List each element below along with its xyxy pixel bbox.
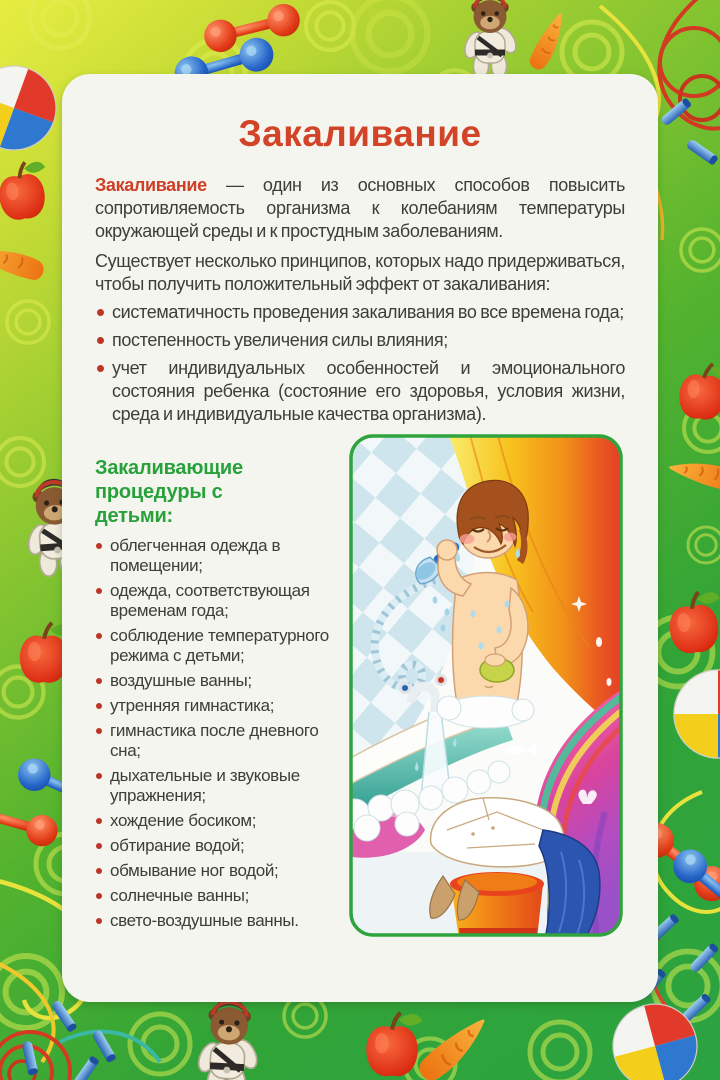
list-item-text: воздушные ванны;	[110, 671, 252, 690]
list-item	[95, 766, 347, 806]
list-item	[95, 581, 347, 621]
list-item	[95, 811, 347, 831]
carrot-icon	[667, 454, 720, 494]
list-item	[95, 329, 625, 352]
bullet-icon	[96, 893, 102, 899]
carrot-icon	[0, 240, 46, 283]
list-item	[95, 671, 347, 691]
beach-ball-icon	[674, 670, 720, 758]
list-item-text: дыхательные и звуковые упражнения;	[110, 766, 300, 805]
apple-icon	[666, 590, 720, 655]
illustration-panel	[347, 432, 625, 939]
list-item	[95, 536, 347, 576]
bullet-icon	[97, 337, 104, 344]
principles-list	[95, 301, 625, 426]
list-item-text: постепенность увеличения силы влияния;	[112, 330, 448, 350]
bullet-icon	[96, 728, 102, 734]
bullet-icon	[96, 588, 102, 594]
list-item	[95, 301, 625, 324]
columns	[95, 432, 625, 939]
principles-lead: Существует несколько принципов, которых надо придерживаться, чтобы получить положительный эффект от закаливания:	[95, 251, 625, 294]
procedures-column	[95, 432, 347, 939]
list-item-text: обтирание водой;	[110, 836, 245, 855]
bullet-icon	[96, 818, 102, 824]
bullet-icon	[96, 678, 102, 684]
bullet-icon	[96, 773, 102, 779]
intro-term: Закаливание	[95, 175, 207, 195]
list-item-text: систематичность проведения закаливания во все времена года;	[112, 302, 624, 322]
boy-shower-illustration	[347, 432, 625, 939]
intro-paragraph	[95, 174, 625, 243]
page-title: Закаливание	[238, 113, 482, 154]
plush-dog-icon	[193, 997, 264, 1080]
bullet-icon	[96, 918, 102, 924]
bullet-icon	[96, 543, 102, 549]
beach-ball-icon	[0, 54, 68, 162]
list-item-text: одежда, соответствующая временам года;	[110, 581, 310, 620]
bullet-icon	[96, 633, 102, 639]
list-item-text: гимнастика после дневного сна;	[110, 721, 319, 760]
content-card	[62, 74, 658, 1002]
list-item	[95, 911, 347, 931]
list-item-text: учет индивидуальных особенностей и эмоционального состояния ребенка (состояние его здоровья, условия жизни, среда и индивидуальные качества организма).	[112, 358, 625, 424]
bullet-icon	[97, 309, 104, 316]
apple-icon	[0, 160, 52, 223]
dumbbell-icon	[0, 794, 61, 850]
apple-icon	[677, 361, 720, 422]
bullet-icon	[96, 703, 102, 709]
plush-dog-icon	[461, 0, 519, 78]
list-item	[95, 861, 347, 881]
bullet-icon	[96, 868, 102, 874]
bullet-icon	[97, 365, 104, 372]
list-item-text: обмывание ног водой;	[110, 861, 279, 880]
procedures-list	[95, 536, 347, 931]
intro-text: — один из основных способов повысить сопротивляемость организма к колебаниям температуры окружающей среды и к простудным заболеваниям.	[95, 175, 625, 241]
list-item-text: хождение босиком;	[110, 811, 257, 830]
list-item-text: свето-воздушные ванны.	[110, 911, 299, 930]
list-item	[95, 696, 347, 716]
procedures-heading: Закаливающие процедуры с детьми:	[95, 457, 243, 527]
list-item-text: утренняя гимнастика;	[110, 696, 275, 715]
list-item-text: соблюдение температурного режима с детьми;	[110, 626, 329, 665]
list-item	[95, 836, 347, 856]
bullet-icon	[96, 843, 102, 849]
list-item	[95, 626, 347, 666]
list-item	[95, 357, 625, 426]
list-item-text: солнечные ванны;	[110, 886, 250, 905]
list-item-text: облегченная одежда в помещении;	[110, 536, 281, 575]
list-item	[95, 886, 347, 906]
list-item	[95, 721, 347, 761]
